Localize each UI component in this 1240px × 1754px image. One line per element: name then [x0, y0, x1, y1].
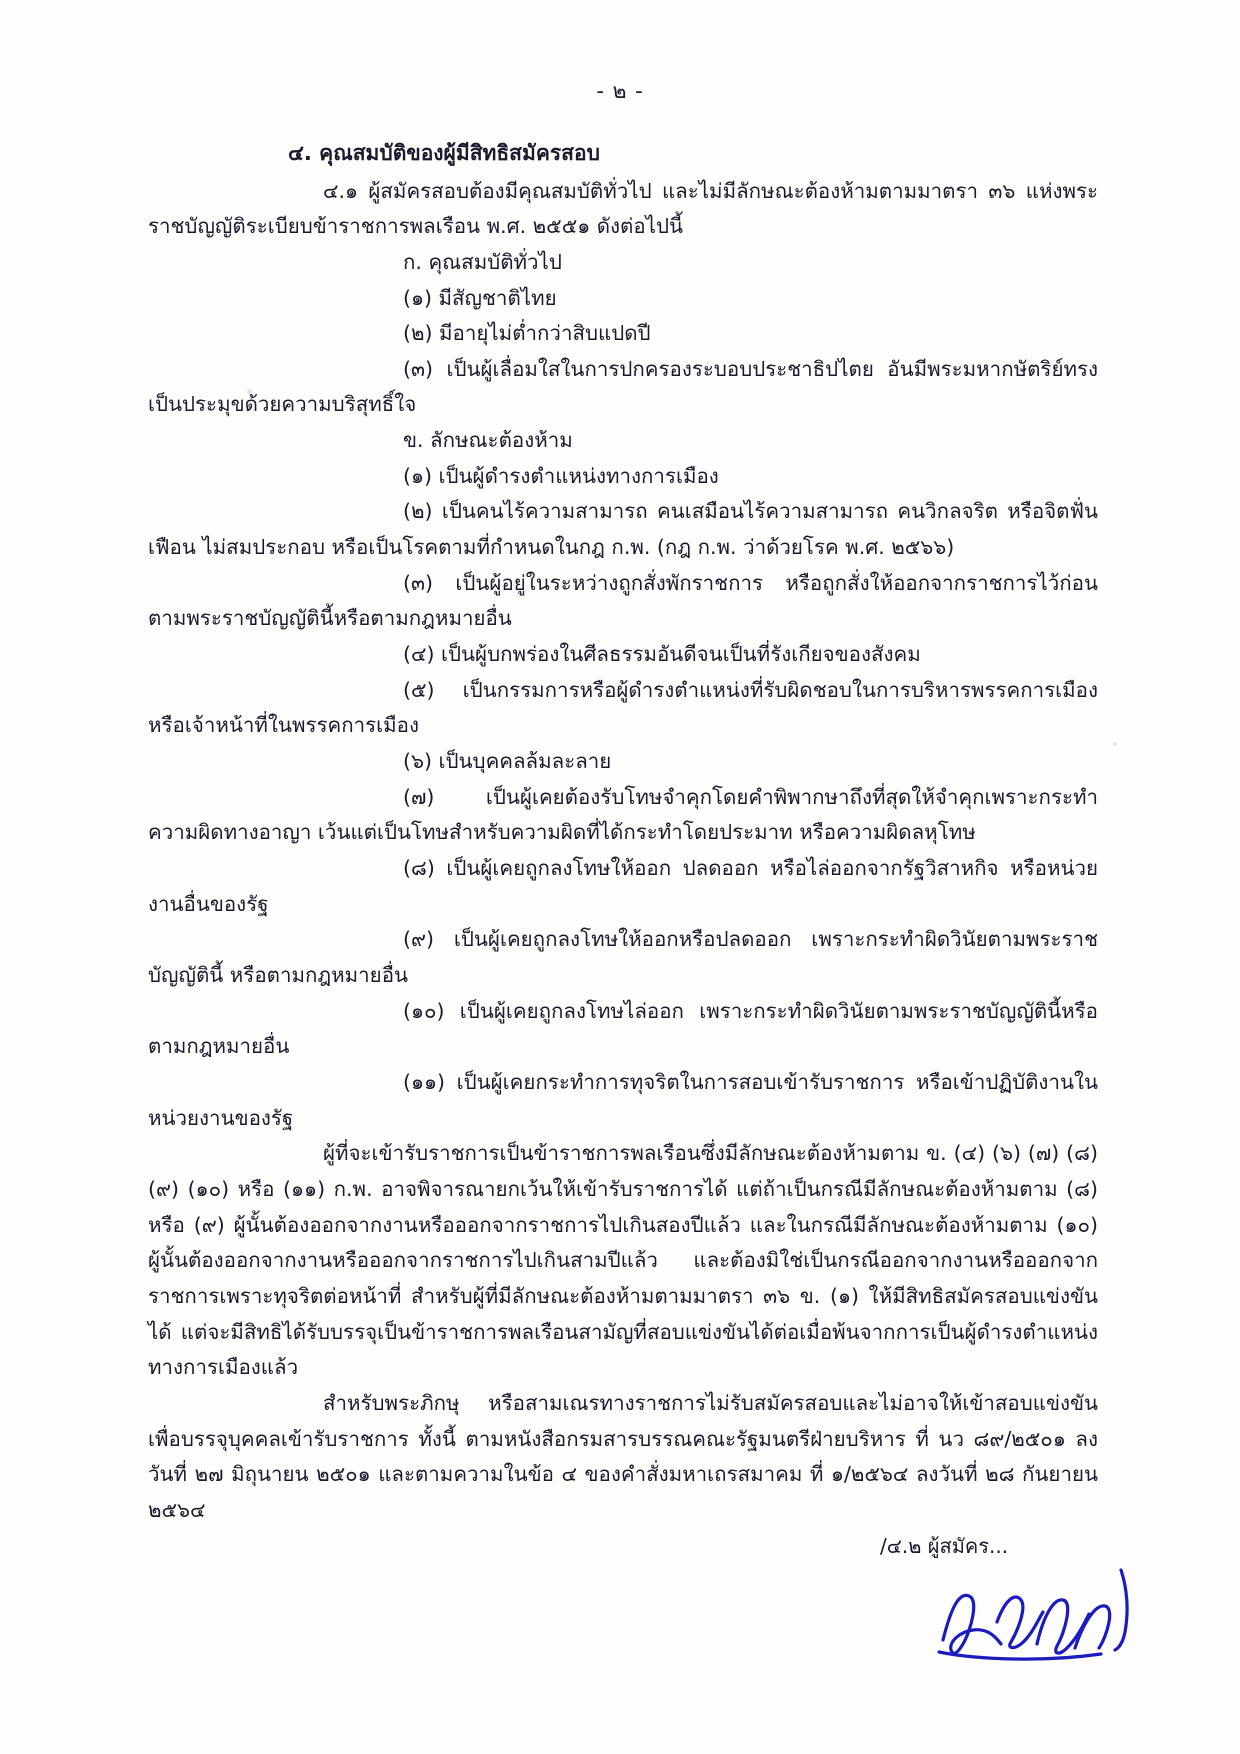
list-item: (๘) เป็นผู้เคยถูกลงโทษให้ออก ปลดออก หรือไล่ออกจากรัฐวิสาหกิจ หรือหน่วยงานอื่นของรัฐ: [148, 856, 1098, 916]
list-item: (๒) เป็นคนไร้ความสามารถ คนเสมือนไร้ความสามารถ คนวิกลจริต หรือจิตฟั่นเฟือน ไม่สมประกอบ หรือเป็นโรคตามที่กำหนดในกฎ ก.พ. (กฎ ก.พ. ว่าด้วยโรค พ.ศ. ๒๕๖๖): [148, 499, 1098, 560]
list-item: (๑๐) เป็นผู้เคยถูกลงโทษไล่ออก เพราะกระทำผิดวินัยตามพระราชบัญญัตินี้หรือตามกฎหมายอื่น: [148, 998, 1098, 1059]
paragraph: ข. ลักษณะต้องห้าม: [403, 428, 573, 453]
list-item: (๑) เป็นผู้ดำรงตำแหน่งทางการเมือง: [403, 463, 719, 488]
document-body: [148, 135, 1098, 1528]
list-item: (๔) เป็นผู้บกพร่องในศีลธรรมอันดีจนเป็นที่รังเกียจของสังคม: [403, 642, 921, 667]
list-item: (๗) เป็นผู้เคยต้องรับโทษจำคุกโดยคำพิพากษาถึงที่สุดให้จำคุกเพราะกระทำความผิดทางอาญา เว้นแต่เป็นโทษสำหรับความผิดที่ได้กระทำโดยประมาท หรือความผิดลหุโทษ: [148, 784, 1098, 845]
list-item: (๒) มีอายุไม่ต่ำกว่าสิบแปดปี: [403, 321, 651, 346]
paper-speck: [1113, 742, 1117, 746]
handwritten-signature-icon: [925, 1548, 1145, 1678]
list-item: (๑) มีสัญชาติไทย: [403, 285, 557, 310]
list-item: (๕) เป็นกรรมการหรือผู้ดำรงตำแหน่งที่รับผิดชอบในการบริหารพรรคการเมือง หรือเจ้าหน้าที่ในพรรคการเมือง: [148, 677, 1098, 738]
list-item: (๑๑) เป็นผู้เคยกระทำการทุจริตในการสอบเข้ารับราชการ หรือเข้าปฏิบัติงานในหน่วยงานของรัฐ: [148, 1069, 1098, 1130]
list-item: (๓) เป็นผู้อยู่ในระหว่างถูกสั่งพักราชการ หรือถูกสั่งให้ออกจากราชการไว้ก่อนตามพระราชบัญญัตินี้หรือตามกฎหมายอื่น: [148, 570, 1098, 631]
footer-continuation-note: /๔.๒ ผู้สมัคร...: [880, 1534, 1009, 1558]
list-item: (๖) เป็นบุคคลล้มละลาย: [403, 749, 612, 774]
list-item: (๓) เป็นผู้เลื่อมใสในการปกครองระบอบประชาธิปไตย อันมีพระมหากษัตริย์ทรงเป็นประมุขด้วยความบริสุทธิ์ใจ: [148, 356, 1098, 417]
paragraph: ๔.๑ ผู้สมัครสอบต้องมีคุณสมบัติทั่วไป และไม่มีลักษณะต้องห้ามตามมาตรา ๓๖ แห่งพระราชบัญญัติระเบียบข้าราชการพลเรือน พ.ศ. ๒๕๕๑ ดังต่อไปนี้: [148, 178, 1098, 239]
page-number: - ๒ -: [596, 79, 644, 103]
paragraph: สำหรับพระภิกษุ หรือสามเณรทางราชการไม่รับสมัครสอบและไม่อาจให้เข้าสอบแข่งขันเพื่อบรรจุบุคคลเข้ารับราชการ ทั้งนี้ ตามหนังสือกรมสารบรรณคณะรัฐมนตรีฝ่ายบริหาร ที่ นว ๘๙/๒๕๐๑ ลงวันที่ ๒๗ มิถุนายน ๒๕๐๑ และตามความในข้อ ๔ ของคำสั่งมหาเถรสมาคม ที่ ๑/๒๕๖๔ ลงวันที่ ๒๘ กันยายน ๒๕๖๔: [148, 1390, 1098, 1522]
list-item: (๙) เป็นผู้เคยถูกลงโทษให้ออกหรือปลดออก เพราะกระทำผิดวินัยตามพระราชบัญญัตินี้ หรือตามกฎหมายอื่น: [148, 927, 1098, 987]
paragraph: ผู้ที่จะเข้ารับราชการเป็นข้าราชการพลเรือนซึ่งมีลักษณะต้องห้ามตาม ข. (๔) (๖) (๗) (๘) (๙) (๑๐) หรือ (๑๑) ก.พ. อาจพิจารณายกเว้นให้เข้ารับราชการได้ แต่ถ้าเป็นกรณีมีลักษณะต้องห้ามตาม (๘) หรือ (๙) ผู้นั้นต้องออกจากงานหรือออกจากราชการไปเกินสองปีแล้ว และในกรณีมีลักษณะต้องห้ามตาม (๑๐) ผู้นั้นต้องออกจากงานหรือออกจากราชการไปเกินสามปีแล้ว และต้องมิใช่เป็นกรณีออกจากงานหรือออกจากราชการเพราะทุจริตต่อหน้าที่ สำหรับผู้ที่มีลักษณะต้องห้ามตามมาตรา ๓๖ ข. (๑) ให้มีสิทธิสมัครสอบแข่งขันได้ แต่จะมีสิทธิได้รับบรรจุเป็นข้าราชการพลเรือนสามัญที่สอบแข่งขันได้ต่อเมื่อพ้นจากการเป็นผู้ดำรงตำแหน่งทางการเมืองแล้ว: [148, 1141, 1098, 1380]
section-heading: ๔. คุณสมบัติของผู้มีสิทธิสมัครสอบ: [288, 141, 600, 165]
paragraph: ก. คุณสมบัติทั่วไป: [403, 249, 562, 274]
